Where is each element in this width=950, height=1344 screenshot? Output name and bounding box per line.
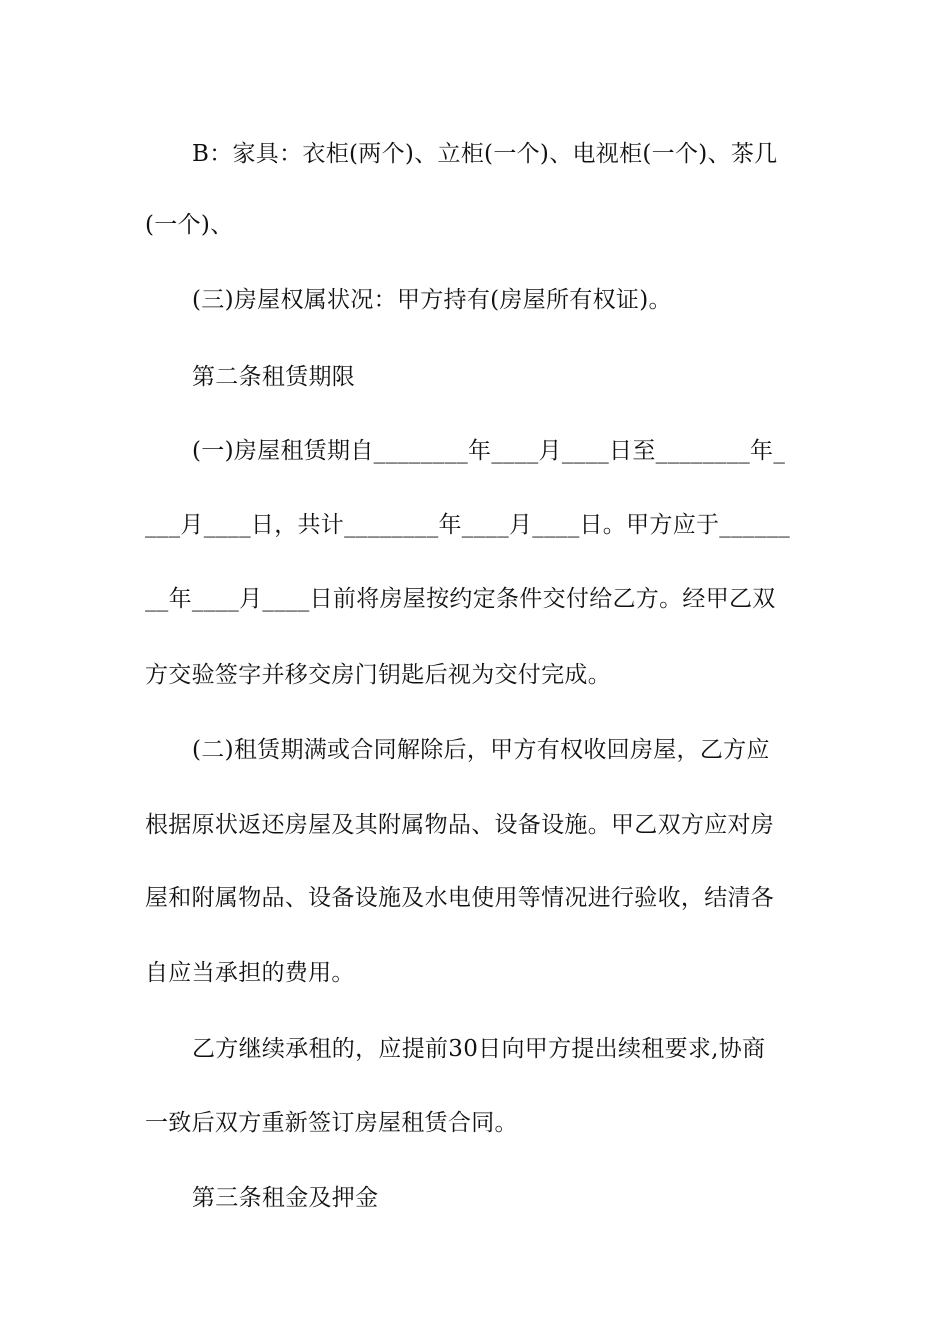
text-line: (一个)、 [145, 212, 234, 238]
section-heading: 第二条租赁期限 [192, 364, 356, 390]
text-line: 屋和附属物品、设备设施及水电使用等情况进行验收，结清各 [145, 885, 775, 911]
text-line: B：家具：衣柜(两个)、立柜(一个)、电视柜(一个)、茶几 [192, 141, 778, 167]
text-line: ___月____日，共计________年____月____日。甲方应于______ [145, 512, 791, 538]
section-heading: 第三条租金及押金 [192, 1185, 379, 1211]
text-line: (一)房屋租赁期自________年____月____日至________年_ [192, 438, 786, 464]
text-line: (二)租赁期满或合同解除后，甲方有权收回房屋，乙方应 [192, 737, 770, 763]
text-line: (三)房屋权属状况：甲方持有(房屋所有权证)。 [192, 287, 672, 313]
text-line: __年____月____日前将房屋按约定条件交付给乙方。经甲乙双 [145, 586, 776, 612]
text-line: 自应当承担的费用。 [145, 960, 355, 986]
text-line: 根据原状返还房屋及其附属物品、设备设施。甲乙双方应对房 [145, 812, 775, 838]
text-line: 一致后双方重新签订房屋租赁合同。 [145, 1110, 518, 1136]
text-line: 方交验签字并移交房门钥匙后视为交付完成。 [145, 662, 611, 688]
text-line: 乙方继续承租的，应提前30日向甲方提出续租要求,协商 [192, 1036, 766, 1062]
